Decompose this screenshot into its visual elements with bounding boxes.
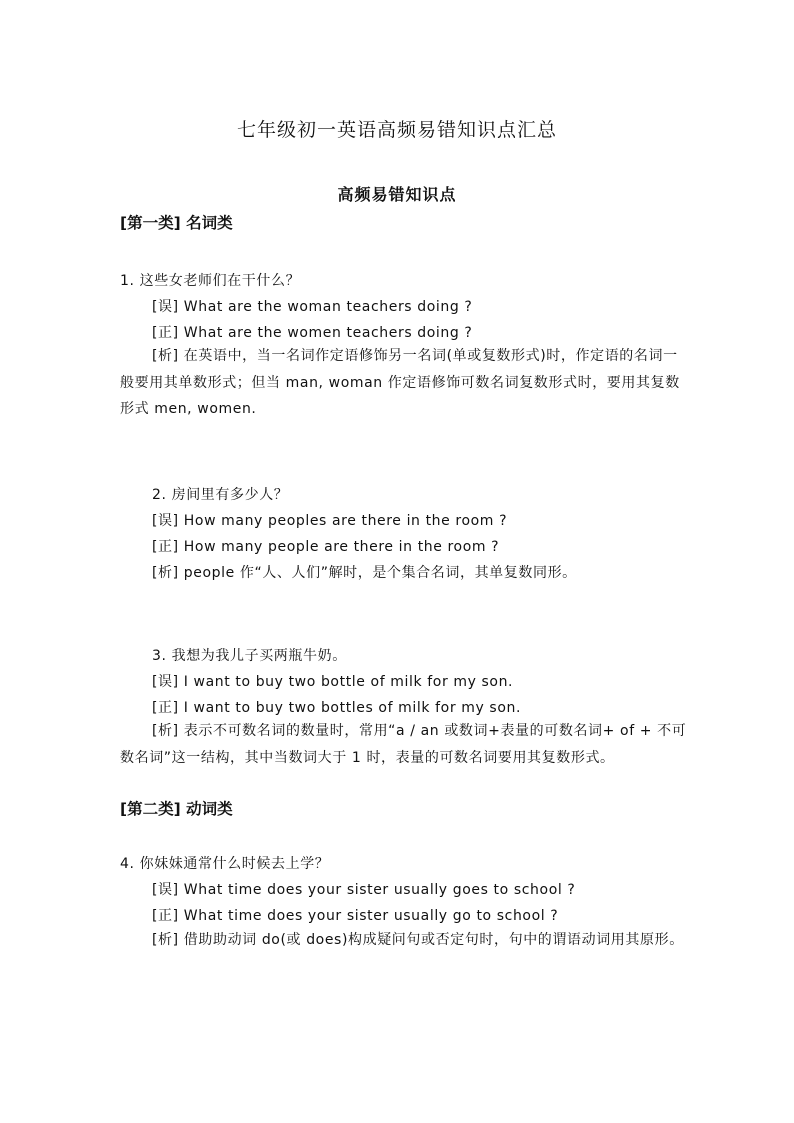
- correct-example-3: [正] I want to buy two bottles of milk for my son.: [152, 700, 522, 716]
- question-2: 2. 房间里有多少人？: [152, 487, 289, 503]
- analysis-3: [析] 表示不可数名词的数量时，常用“a / an 或数词+表量的可数名词+ of + 不可数名词”这一结构，其中当数词大于 1 时，表量的可数名词要用其复数形式。: [120, 723, 687, 766]
- analysis-4: [析] 借助助动词 do(或 does)构成疑问句或否定句时，句中的谓语动词用其原形。: [152, 932, 684, 948]
- correct-example-4: [正] What time does your sister usually go to school ?: [152, 908, 559, 924]
- wrong-example-1: [误] What are the woman teachers doing ?: [152, 299, 473, 315]
- correct-example-1: [正] What are the women teachers doing ?: [152, 325, 473, 341]
- analysis-2: [析] people 作“人、人们”解时，是个集合名词，其单复数同形。: [152, 565, 577, 581]
- analysis-1: [析] 在英语中，当一名词作定语修饰另一名词(单或复数形式)时，作定语的名词一般要用其单数形式；但当 man, woman 作定语修饰可数名词复数形式时，要用其复数形式 men, women.: [120, 348, 680, 417]
- wrong-example-4: [误] What time does your sister usually goes to school ?: [152, 882, 576, 898]
- correct-example-2: [正] How many people are there in the room ?: [152, 539, 500, 555]
- wrong-example-2: [误] How many peoples are there in the room ?: [152, 513, 508, 529]
- wrong-example-3: [误] I want to buy two bottle of milk for my son.: [152, 674, 514, 690]
- page-subtitle: 高频易错知识点: [337, 185, 457, 204]
- question-3: 3. 我想为我儿子买两瓶牛奶。: [152, 648, 347, 664]
- question-1: 1. 这些女老师们在干什么？: [120, 273, 301, 289]
- category-heading-verbs: [第二类] 动词类: [120, 800, 233, 818]
- page-title: 七年级初一英语高频易错知识点汇总: [236, 119, 557, 141]
- category-heading-nouns: [第一类] 名词类: [120, 214, 233, 232]
- question-4: 4. 你妹妹通常什么时候去上学？: [120, 856, 330, 872]
